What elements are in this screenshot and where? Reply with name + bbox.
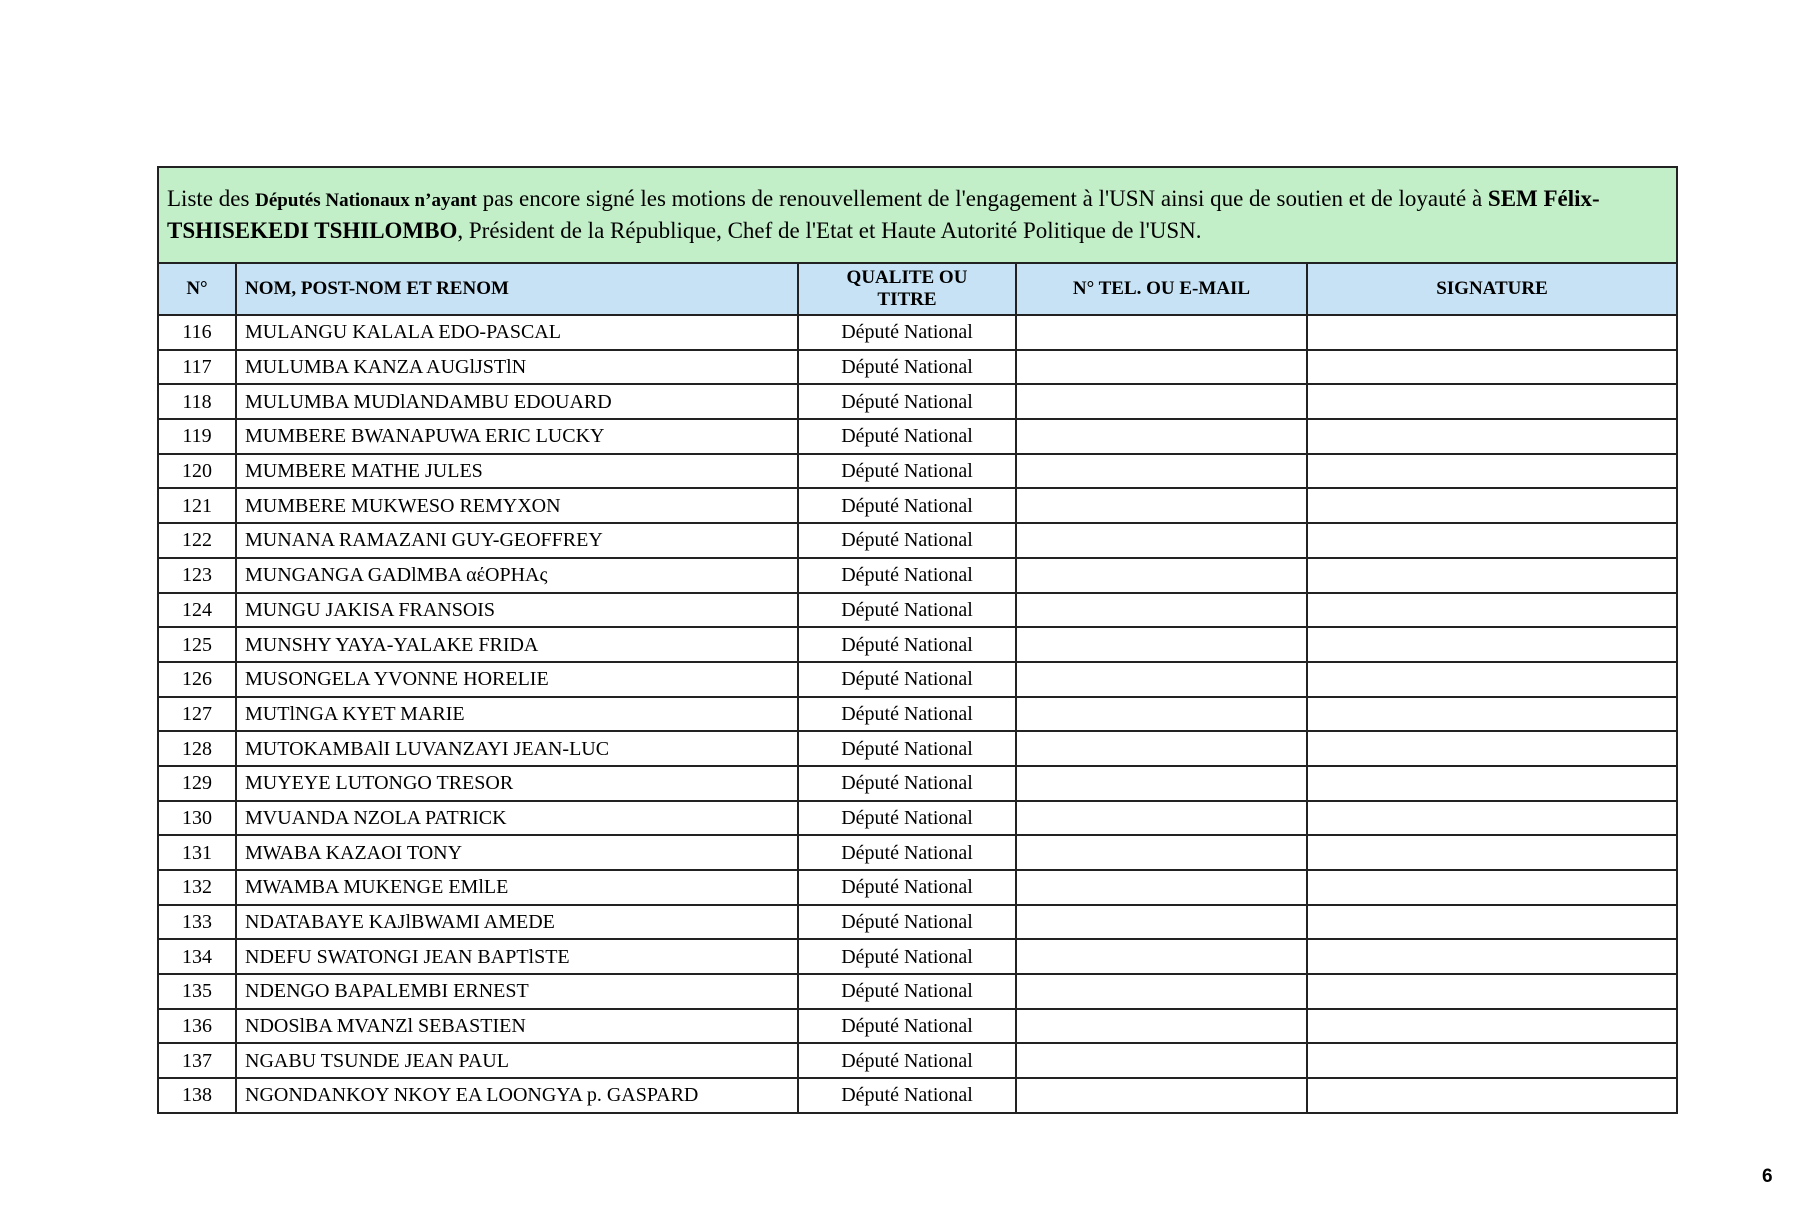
row-tel-cell bbox=[1016, 731, 1307, 766]
row-qualite-cell: Député National bbox=[798, 488, 1016, 523]
table-row bbox=[158, 662, 1677, 697]
table-row bbox=[158, 1078, 1677, 1113]
row-number-cell: 138 bbox=[158, 1078, 236, 1113]
row-tel-cell bbox=[1016, 939, 1307, 974]
row-qualite-cell: Député National bbox=[798, 384, 1016, 419]
row-tel-cell bbox=[1016, 697, 1307, 732]
row-signature-cell bbox=[1307, 662, 1677, 697]
row-signature-cell bbox=[1307, 1078, 1677, 1113]
row-qualite-cell: Député National bbox=[798, 1009, 1016, 1044]
title-text-bold-big: SEM Félix-TSHISEKEDI TSHILOMBO bbox=[167, 186, 1600, 243]
row-signature-cell bbox=[1307, 766, 1677, 801]
row-name-cell: MUTlNGA KYET MARIE bbox=[236, 697, 798, 732]
row-qualite-cell: Député National bbox=[798, 905, 1016, 940]
row-qualite-cell: Député National bbox=[798, 835, 1016, 870]
row-tel-cell bbox=[1016, 523, 1307, 558]
row-signature-cell bbox=[1307, 419, 1677, 454]
title-text-part2: pas encore signé les motions de renouvellement de l'engagement à l'USN ainsi que de soutien et de loyauté à bbox=[476, 186, 1488, 211]
row-number-cell: 129 bbox=[158, 766, 236, 801]
table-title bbox=[158, 167, 1677, 263]
row-tel-cell bbox=[1016, 905, 1307, 940]
row-number-cell: 128 bbox=[158, 731, 236, 766]
table-row bbox=[158, 488, 1677, 523]
row-tel-cell bbox=[1016, 662, 1307, 697]
row-tel-cell bbox=[1016, 593, 1307, 628]
row-number-cell: 137 bbox=[158, 1043, 236, 1078]
table-row bbox=[158, 870, 1677, 905]
row-signature-cell bbox=[1307, 835, 1677, 870]
table-row bbox=[158, 1009, 1677, 1044]
row-name-cell: MULUMBA MUDlANDAMBU EDOUARD bbox=[236, 384, 798, 419]
row-signature-cell bbox=[1307, 523, 1677, 558]
row-number-cell: 118 bbox=[158, 384, 236, 419]
table-row bbox=[158, 384, 1677, 419]
row-signature-cell bbox=[1307, 939, 1677, 974]
header-qualite-line2: TITRE bbox=[877, 289, 937, 310]
row-qualite-cell: Député National bbox=[798, 697, 1016, 732]
row-qualite-cell: Député National bbox=[798, 627, 1016, 662]
row-name-cell: MWAMBA MUKENGE EMlLE bbox=[236, 870, 798, 905]
row-name-cell: MUMBERE MUKWESO REMYXON bbox=[236, 488, 798, 523]
header-signature: SIGNATURE bbox=[1307, 263, 1677, 315]
row-name-cell: MWABA KAZAOI TONY bbox=[236, 835, 798, 870]
row-name-cell: MULANGU KALALA EDO-PASCAL bbox=[236, 315, 798, 350]
row-qualite-cell: Député National bbox=[798, 939, 1016, 974]
row-number-cell: 132 bbox=[158, 870, 236, 905]
header-tel: N° TEL. OU E-MAIL bbox=[1016, 263, 1307, 315]
row-signature-cell bbox=[1307, 905, 1677, 940]
deputies-list-document bbox=[157, 166, 1676, 1114]
row-qualite-cell: Député National bbox=[798, 454, 1016, 489]
deputies-table bbox=[157, 166, 1678, 1114]
row-signature-cell bbox=[1307, 627, 1677, 662]
row-name-cell: MUNGANGA GADlMBA αέOPHAς bbox=[236, 558, 798, 593]
row-tel-cell bbox=[1016, 870, 1307, 905]
row-qualite-cell: Député National bbox=[798, 558, 1016, 593]
row-name-cell: MUTOKAMBAlI LUVANZAYI JEAN-LUC bbox=[236, 731, 798, 766]
row-name-cell: MUNGU JAKISA FRANSOIS bbox=[236, 593, 798, 628]
title-text-part1: Liste des bbox=[167, 186, 256, 211]
row-name-cell: NDENGO BAPALEMBI ERNEST bbox=[236, 974, 798, 1009]
row-tel-cell bbox=[1016, 1009, 1307, 1044]
row-signature-cell bbox=[1307, 1009, 1677, 1044]
row-tel-cell bbox=[1016, 558, 1307, 593]
header-num: N° bbox=[158, 263, 236, 315]
row-number-cell: 125 bbox=[158, 627, 236, 662]
row-number-cell: 123 bbox=[158, 558, 236, 593]
row-qualite-cell: Député National bbox=[798, 1043, 1016, 1078]
row-signature-cell bbox=[1307, 454, 1677, 489]
row-name-cell: MUNANA RAMAZANI GUY-GEOFFREY bbox=[236, 523, 798, 558]
row-number-cell: 116 bbox=[158, 315, 236, 350]
table-row bbox=[158, 315, 1677, 350]
row-qualite-cell: Député National bbox=[798, 1078, 1016, 1113]
row-qualite-cell: Député National bbox=[798, 523, 1016, 558]
table-row bbox=[158, 627, 1677, 662]
row-qualite-cell: Député National bbox=[798, 801, 1016, 836]
table-row bbox=[158, 523, 1677, 558]
table-row bbox=[158, 593, 1677, 628]
row-number-cell: 121 bbox=[158, 488, 236, 523]
row-qualite-cell: Député National bbox=[798, 315, 1016, 350]
table-row bbox=[158, 454, 1677, 489]
row-tel-cell bbox=[1016, 974, 1307, 1009]
table-row bbox=[158, 558, 1677, 593]
header-qualite bbox=[798, 263, 1016, 315]
row-qualite-cell: Député National bbox=[798, 974, 1016, 1009]
row-signature-cell bbox=[1307, 974, 1677, 1009]
table-row bbox=[158, 905, 1677, 940]
row-signature-cell bbox=[1307, 593, 1677, 628]
row-number-cell: 133 bbox=[158, 905, 236, 940]
row-tel-cell bbox=[1016, 419, 1307, 454]
row-tel-cell bbox=[1016, 350, 1307, 385]
row-tel-cell bbox=[1016, 384, 1307, 419]
table-row bbox=[158, 835, 1677, 870]
row-signature-cell bbox=[1307, 1043, 1677, 1078]
row-number-cell: 131 bbox=[158, 835, 236, 870]
row-number-cell: 127 bbox=[158, 697, 236, 732]
row-signature-cell bbox=[1307, 731, 1677, 766]
row-qualite-cell: Député National bbox=[798, 766, 1016, 801]
row-name-cell: MUNSHY YAYA-YALAKE FRIDA bbox=[236, 627, 798, 662]
row-number-cell: 119 bbox=[158, 419, 236, 454]
row-number-cell: 136 bbox=[158, 1009, 236, 1044]
row-tel-cell bbox=[1016, 835, 1307, 870]
row-signature-cell bbox=[1307, 870, 1677, 905]
row-qualite-cell: Député National bbox=[798, 662, 1016, 697]
row-name-cell: MUMBERE MATHE JULES bbox=[236, 454, 798, 489]
row-signature-cell bbox=[1307, 801, 1677, 836]
row-qualite-cell: Député National bbox=[798, 870, 1016, 905]
row-tel-cell bbox=[1016, 488, 1307, 523]
row-qualite-cell: Député National bbox=[798, 350, 1016, 385]
row-number-cell: 130 bbox=[158, 801, 236, 836]
row-number-cell: 122 bbox=[158, 523, 236, 558]
row-number-cell: 117 bbox=[158, 350, 236, 385]
table-row bbox=[158, 350, 1677, 385]
row-name-cell: NDATABAYE KAJlBWAMI AMEDE bbox=[236, 905, 798, 940]
row-tel-cell bbox=[1016, 627, 1307, 662]
table-row bbox=[158, 766, 1677, 801]
row-number-cell: 124 bbox=[158, 593, 236, 628]
row-tel-cell bbox=[1016, 766, 1307, 801]
page-number: 6 bbox=[1762, 1166, 1773, 1187]
row-tel-cell bbox=[1016, 801, 1307, 836]
table-body bbox=[158, 315, 1677, 1113]
row-signature-cell bbox=[1307, 350, 1677, 385]
table-row bbox=[158, 1043, 1677, 1078]
table-row bbox=[158, 419, 1677, 454]
row-tel-cell bbox=[1016, 454, 1307, 489]
table-row bbox=[158, 731, 1677, 766]
row-name-cell: NDOSlBA MVANZl SEBASTIEN bbox=[236, 1009, 798, 1044]
row-signature-cell bbox=[1307, 488, 1677, 523]
row-name-cell: MULUMBA KANZA AUGlJSTlN bbox=[236, 350, 798, 385]
row-qualite-cell: Député National bbox=[798, 731, 1016, 766]
header-name: NOM, POST-NOM ET RENOM bbox=[236, 263, 798, 315]
row-qualite-cell: Député National bbox=[798, 593, 1016, 628]
table-row bbox=[158, 974, 1677, 1009]
row-number-cell: 135 bbox=[158, 974, 236, 1009]
row-number-cell: 134 bbox=[158, 939, 236, 974]
row-signature-cell bbox=[1307, 558, 1677, 593]
table-row bbox=[158, 697, 1677, 732]
row-name-cell: NGONDANKOY NKOY EA LOONGYA p. GASPARD bbox=[236, 1078, 798, 1113]
row-name-cell: MUMBERE BWANAPUWA ERIC LUCKY bbox=[236, 419, 798, 454]
table-row bbox=[158, 801, 1677, 836]
row-name-cell: NDEFU SWATONGI JEAN BAPTlSTE bbox=[236, 939, 798, 974]
title-text-bold-small: Députés Nationaux n’ayant bbox=[255, 190, 477, 211]
row-number-cell: 120 bbox=[158, 454, 236, 489]
row-name-cell: MVUANDA NZOLA PATRICK bbox=[236, 801, 798, 836]
row-signature-cell bbox=[1307, 315, 1677, 350]
row-tel-cell bbox=[1016, 1078, 1307, 1113]
column-header-row bbox=[158, 263, 1677, 315]
row-name-cell: MUYEYE LUTONGO TRESOR bbox=[236, 766, 798, 801]
row-tel-cell bbox=[1016, 315, 1307, 350]
table-row bbox=[158, 939, 1677, 974]
row-name-cell: MUSONGELA YVONNE HORELIE bbox=[236, 662, 798, 697]
row-signature-cell bbox=[1307, 697, 1677, 732]
title-text-part3: , Président de la République, Chef de l'Etat et Haute Autorité Politique de l'USN. bbox=[457, 218, 1202, 243]
row-name-cell: NGABU TSUNDE JEAN PAUL bbox=[236, 1043, 798, 1078]
row-tel-cell bbox=[1016, 1043, 1307, 1078]
row-signature-cell bbox=[1307, 384, 1677, 419]
header-qualite-line1: QUALITE OU bbox=[846, 267, 968, 288]
row-qualite-cell: Député National bbox=[798, 419, 1016, 454]
row-number-cell: 126 bbox=[158, 662, 236, 697]
